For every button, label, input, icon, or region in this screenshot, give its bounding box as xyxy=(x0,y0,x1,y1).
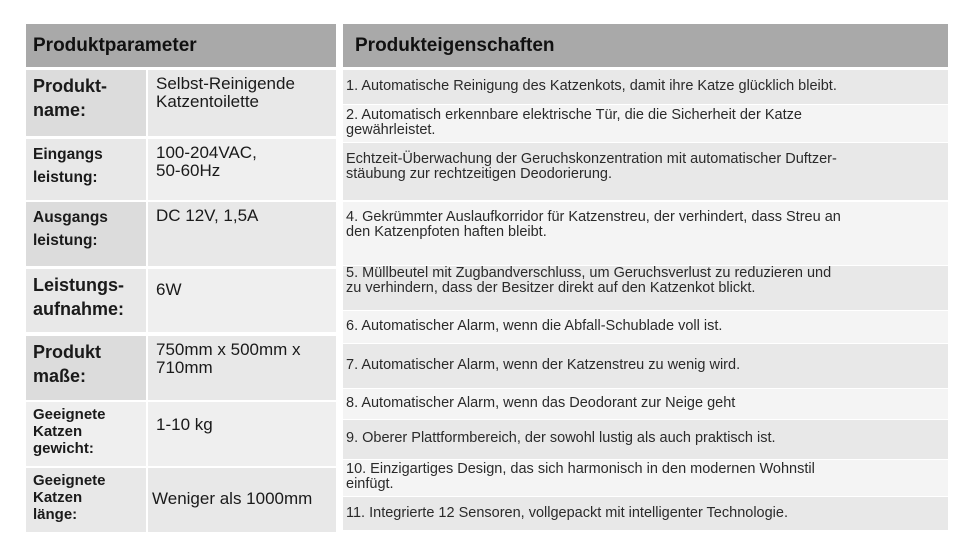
property-item: 1. Automatische Reinigung des Katzenkots, damit ihre Katze glücklich bleibt. xyxy=(343,70,948,104)
property-item: 5. Müllbeutel mit Zugbandverschluss, um Geruchsverlust zu reduzieren und zu verhindern, dass der Besitzer direkt auf den Katzenkot blickt. xyxy=(343,266,948,310)
property-item: 7. Automatischer Alarm, wenn der Katzenstreu zu wenig wird. xyxy=(343,344,948,388)
property-item: 6. Automatischer Alarm, wenn die Abfall-Schublade voll ist. xyxy=(343,311,948,343)
param-label: Ausgangs leistung: xyxy=(26,202,146,266)
param-value: Selbst-Reinigende Katzentoilette xyxy=(148,70,336,136)
property-item: 10. Einzigartiges Design, das sich harmonisch in den modernen Wohnstil einfügt. xyxy=(343,460,948,496)
param-label: Eingangs leistung: xyxy=(26,139,146,200)
param-label: Produkt- name: xyxy=(26,70,146,136)
param-value: 1-10 kg xyxy=(148,402,336,466)
property-item: 11. Integrierte 12 Sensoren, vollgepackt mit intelligenter Technologie. xyxy=(343,497,948,530)
param-label: Geeignete Katzen gewicht: xyxy=(26,402,146,466)
param-value: 6W xyxy=(148,269,336,332)
param-value: 750mm x 500mm x 710mm xyxy=(148,336,336,400)
param-value: Weniger als 1000mm xyxy=(148,468,336,532)
param-value: DC 12V, 1,5A xyxy=(148,202,336,266)
property-item: 2. Automatisch erkennbare elektrische Tür, die die Sicherheit der Katze gewährleistet. xyxy=(343,105,948,142)
param-label: Geeignete Katzen länge: xyxy=(26,468,146,532)
property-item: 8. Automatischer Alarm, wenn das Deodorant zur Neige geht xyxy=(343,389,948,419)
property-item: Echtzeit-Überwachung der Geruchskonzentration mit automatischer Duftzer- stäubung zur rechtzeitigen Deodorierung. xyxy=(343,143,948,200)
param-label: Leistungs- aufnahme: xyxy=(26,269,146,332)
properties-header: Produkteigenschaften xyxy=(343,24,948,67)
parameters-header: Produktparameter xyxy=(26,24,336,67)
param-label: Produkt maße: xyxy=(26,336,146,400)
property-item: 4. Gekrümmter Auslaufkorridor für Katzenstreu, der verhindert, dass Streu an den Katzenpfoten haften bleibt. xyxy=(343,202,948,265)
property-item: 9. Oberer Plattformbereich, der sowohl lustig als auch praktisch ist. xyxy=(343,420,948,459)
param-value: 100-204VAC, 50-60Hz xyxy=(148,139,336,200)
